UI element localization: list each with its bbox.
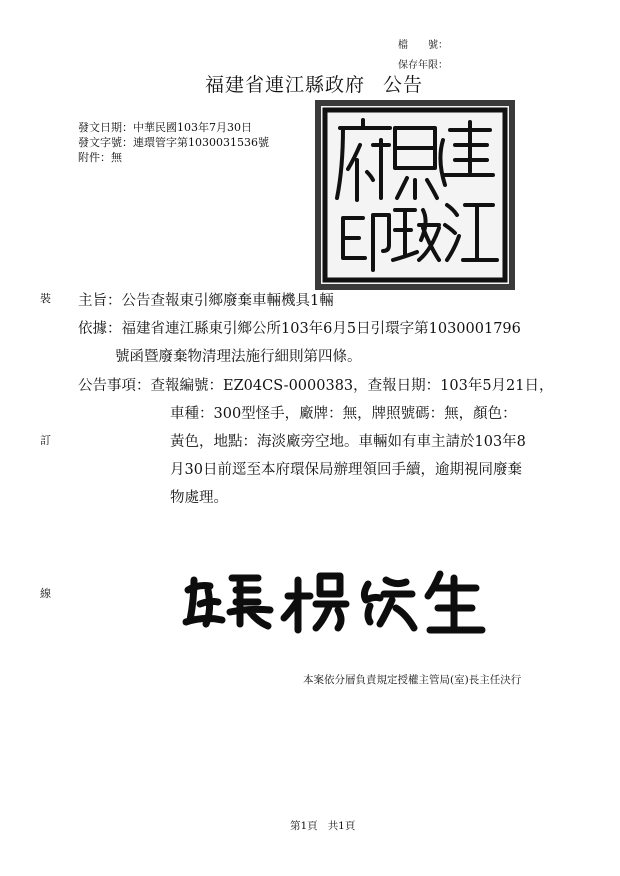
basis-line-2: 號函暨廢棄物清理法施行細則第四條。 bbox=[115, 349, 362, 365]
document-type: 公告 bbox=[383, 74, 424, 96]
page-footer bbox=[290, 818, 355, 833]
agency-name: 福建省連江縣政府 bbox=[205, 74, 366, 96]
binding-mark-2: 訂 bbox=[40, 434, 51, 447]
issue-date: 發文日期：中華民國103年7月30日 bbox=[78, 121, 252, 134]
page-number: 第1頁 bbox=[290, 820, 318, 832]
page-total: 共1頁 bbox=[327, 820, 356, 832]
binding-mark-1: 裝 bbox=[40, 292, 51, 305]
issue-number: 發文字號：連環管字第1030031536號 bbox=[78, 136, 269, 149]
official-seal bbox=[315, 100, 515, 290]
notice-line-4: 月30日前逕至本府環保局辦理領回手續，逾期視同廢棄 bbox=[170, 462, 522, 478]
notice-line-5: 物處理。 bbox=[170, 490, 228, 506]
notice-line-2: 車種：300型怪手，廠牌：無，牌照號碼：無，顏色： bbox=[170, 406, 517, 422]
file-number-label: 檔 號： bbox=[398, 40, 448, 51]
retention-label: 保存年限： bbox=[398, 60, 448, 71]
document-title bbox=[205, 70, 423, 97]
authorization-note: 本案依分層負責規定授權主管局(室)長主任決行 bbox=[303, 674, 522, 686]
notice-line-3: 黃色，地點：海淡廠旁空地。車輛如有車主請於103年8 bbox=[170, 434, 526, 450]
subject-line: 主旨：公告查報東引鄉廢棄車輛機具1輛 bbox=[78, 293, 334, 309]
document-meta bbox=[78, 120, 269, 165]
binding-mark-3: 線 bbox=[40, 587, 51, 600]
notice-line-1: 公告事項：查報編號：EZ04CS-0000383，查報日期：103年5月21日， bbox=[78, 378, 554, 394]
basis-line-1: 依據：福建省連江縣東引鄉公所103年6月5日引環字第1030001796 bbox=[78, 321, 521, 337]
magistrate-signature bbox=[180, 560, 500, 640]
attachment: 附件：無 bbox=[78, 151, 122, 164]
